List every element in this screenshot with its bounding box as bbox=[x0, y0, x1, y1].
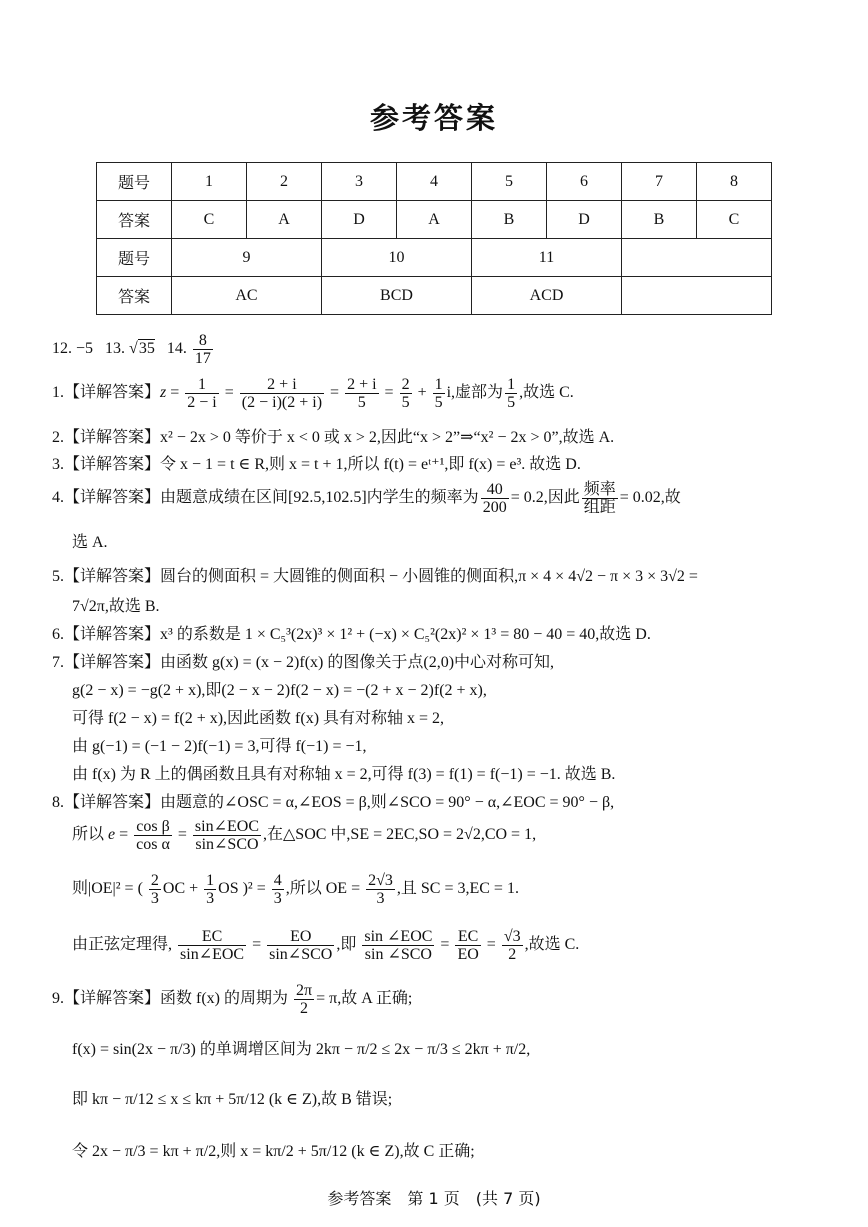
fraction-denominator: 组距 bbox=[583, 499, 616, 516]
q6-text: x³ 的系数是 1 × C₅³(2x)³ × 1² + (−x) × C₅²(2x)² × 1³ = 80 − 40 = 40,故选 D. bbox=[160, 626, 651, 643]
row-label: 答案 bbox=[97, 201, 172, 239]
question-number: 7. bbox=[52, 654, 64, 671]
table-cell-empty bbox=[622, 277, 772, 315]
q14-answer bbox=[193, 332, 213, 367]
answer-tag: 【详解答案】 bbox=[64, 456, 161, 473]
q8-text: 所以 bbox=[72, 826, 105, 844]
q8-line: 则|OE|² = ( $\frac{2}{3}$ OC + $\frac{1}{3}$ OS )² = $\frac{4}{3}$ ,所以 OE = $\frac{2√3}{3}$ ,且 SC = 3,EC = 1. bbox=[72, 872, 519, 907]
answer-tag: 【详解答案】 bbox=[64, 654, 161, 671]
solution-q2 bbox=[52, 424, 614, 447]
page-title: 参考答案 bbox=[369, 101, 498, 135]
q8-text: 由正弦定理得, bbox=[72, 936, 173, 954]
q8-line: 由正弦定理得, $\frac{EC}{\text{sin∠EOC}}$ = $\frac{EO}{\text{sin∠SCO}}$ ,即 $\frac{\text{sin ∠EOC}}{\text{sin ∠SCO}}$ = $\frac{EC}{EO}$ = $\frac{√3}{2}$ ,故选 C. bbox=[72, 928, 580, 963]
table-cell: 3 bbox=[322, 163, 397, 201]
q8-text: ,在△SOC 中,SE = 2EC,SO = 2√2,CO = 1, bbox=[262, 826, 537, 844]
q9-text: f(x) = sin(2x − π/3) 的单调增区间为 bbox=[72, 1041, 312, 1058]
table-row bbox=[97, 201, 772, 239]
answer-table bbox=[96, 162, 772, 315]
q5-text: 圆台的侧面积 = 大圆锥的侧面积 − 小圆锥的侧面积,π × 4 × 4√2 − π × 3 × 3√2 = bbox=[160, 568, 698, 585]
q9-line: 令 2x − π/3 = kπ + π/2,则 x = kπ/2 + 5π/12 (k ∈ Z),故 C 正确; bbox=[72, 1143, 475, 1160]
q9-text: 2kπ − π/2 ≤ 2x − π/3 ≤ 2kπ + π/2, bbox=[315, 1041, 531, 1058]
solution-q3 bbox=[52, 451, 581, 474]
table-cell-empty bbox=[622, 239, 772, 277]
table-cell: 7 bbox=[622, 163, 697, 201]
question-number: 2. bbox=[52, 429, 64, 446]
q7-line: 可得 f(2 − x) = f(2 + x),因此函数 f(x) 具有对称轴 x = 2, bbox=[72, 710, 445, 727]
table-cell: 6 bbox=[547, 163, 622, 201]
row-label: 题号 bbox=[97, 163, 172, 201]
q7-text: 由函数 g(x) = (x − 2)f(x) 的图像关于点(2,0)中心对称可知, bbox=[160, 654, 555, 671]
fraction-denominator: 17 bbox=[194, 350, 211, 367]
q9-text: 函数 f(x) 的周期为 bbox=[160, 990, 289, 1008]
q1-text: ,虚部为 bbox=[451, 384, 504, 402]
row-label: 答案 bbox=[97, 277, 172, 315]
q9-text: = π,故 A 正确; bbox=[316, 990, 413, 1008]
table-cell: 11 bbox=[472, 239, 622, 277]
page-footer: 参考答案 第 1 页 (共 7 页) bbox=[327, 1189, 541, 1208]
table-row bbox=[97, 239, 772, 277]
answer-tag: 【详解答案】 bbox=[64, 568, 161, 585]
q8-line: 所以 e = $\frac{\text{cos β}}{\text{cos α}}$ = $\frac{\text{sin∠EOC}}{\text{sin∠SCO}}$ ,在△SOC 中,SE = 2EC,SO = 2√2,CO = 1, bbox=[72, 818, 537, 853]
fraction-numerator: 8 bbox=[193, 332, 213, 350]
solution-q4-continued: 选 A. bbox=[72, 534, 108, 551]
fill-in-answers: 12. −5 13. √35 14. $\frac{8}{17}$ bbox=[52, 332, 211, 367]
question-number: 6. bbox=[52, 626, 64, 643]
table-cell: 2 bbox=[247, 163, 322, 201]
table-cell: D bbox=[547, 201, 622, 239]
question-number: 3. bbox=[52, 456, 64, 473]
table-row bbox=[97, 163, 772, 201]
solution-q6 bbox=[52, 621, 651, 644]
question-number: 9. bbox=[52, 990, 64, 1008]
table-row bbox=[97, 277, 772, 315]
question-number: 1. bbox=[52, 384, 64, 402]
q9-line bbox=[72, 1036, 530, 1059]
solution-q5-continued: 7√2π,故选 B. bbox=[72, 598, 160, 615]
answer-tag: 【详解答案】 bbox=[64, 990, 161, 1008]
solution-q1: 1.【详解答案】z = $\frac{1}{2 - i}$ = $\frac{2 + i}{(2 - i)(2 + i)}$ = $\frac{2 + i}{5}$ = $\frac{2}{5}$ + $\frac{1}{5}$ i,虚部为 $\frac{1}{5}$ ,故选 C. bbox=[52, 376, 574, 411]
q12-number: 12. bbox=[52, 340, 72, 358]
table-cell: BCD bbox=[322, 277, 472, 315]
table-cell: 8 bbox=[697, 163, 772, 201]
table-cell: D bbox=[322, 201, 397, 239]
q4-text: = 0.02,故 bbox=[619, 489, 681, 507]
solution-q9: 9.【详解答案】函数 f(x) 的周期为 $\frac{2\pi}{2}$ = π,故 A 正确; bbox=[52, 982, 413, 1017]
table-cell: A bbox=[247, 201, 322, 239]
fraction-numerator: 频率 bbox=[583, 481, 616, 498]
q7-line: 由 f(x) 为 R 上的偶函数且具有对称轴 x = 2,可得 f(3) = f(1) = f(−1) = −1. 故选 B. bbox=[72, 766, 616, 783]
q12-answer: −5 bbox=[76, 340, 94, 358]
q2-text: x² − 2x > 0 等价于 x < 0 或 x > 2,因此“x > 2”⇒“x² − 2x > 0”,故选 A. bbox=[160, 429, 615, 446]
q13-number: 13. bbox=[105, 340, 126, 358]
table-cell: 1 bbox=[172, 163, 247, 201]
answer-tag: 【详解答案】 bbox=[64, 794, 161, 811]
table-cell: 5 bbox=[472, 163, 547, 201]
q1-conclusion: ,故选 C. bbox=[519, 384, 574, 402]
table-cell: A bbox=[397, 201, 472, 239]
q13-answer: 35 bbox=[138, 340, 155, 358]
table-cell: ACD bbox=[472, 277, 622, 315]
q8-text: ,即 bbox=[336, 936, 357, 954]
solution-q8 bbox=[52, 789, 614, 812]
q7-line: g(2 − x) = −g(2 + x),即(2 − x − 2)f(2 − x) = −(2 + x − 2)f(2 + x), bbox=[72, 682, 487, 699]
table-cell: 10 bbox=[322, 239, 472, 277]
answer-tag: 【详解答案】 bbox=[64, 626, 161, 643]
solution-q7 bbox=[52, 649, 554, 672]
answer-tag: 【详解答案】 bbox=[64, 429, 161, 446]
q8-text: ,故选 C. bbox=[524, 936, 580, 954]
table-cell: 9 bbox=[172, 239, 322, 277]
table-cell: AC bbox=[172, 277, 322, 315]
solution-q5 bbox=[52, 563, 698, 586]
answer-tag: 【详解答案】 bbox=[64, 384, 161, 402]
question-number: 8. bbox=[52, 794, 64, 811]
q3-text: 令 x − 1 = t ∈ R,则 x = t + 1,所以 f(t) = eᵗ⁺¹,即 f(x) = e³. 故选 D. bbox=[160, 456, 581, 473]
table-cell: B bbox=[472, 201, 547, 239]
table-cell: B bbox=[622, 201, 697, 239]
q9-line: 即 kπ − π/12 ≤ x ≤ kπ + 5π/12 (k ∈ Z),故 B 错误; bbox=[72, 1091, 393, 1108]
q4-text: 由题意成绩在区间[92.5,102.5]内学生的频率为 bbox=[160, 489, 479, 507]
q8-text: ,所以 OE = bbox=[285, 880, 361, 898]
q7-line: 由 g(−1) = (−1 − 2)f(−1) = 3,可得 f(−1) = −1, bbox=[72, 738, 367, 755]
question-number: 5. bbox=[52, 568, 64, 585]
q8-text: 由题意的∠OSC = α,∠EOS = β,则∠SCO = 90° − α,∠EOC = 90° − β, bbox=[160, 794, 615, 811]
table-cell: C bbox=[172, 201, 247, 239]
q14-number: 14. bbox=[166, 340, 187, 358]
question-number: 4. bbox=[52, 489, 64, 507]
row-label: 题号 bbox=[97, 239, 172, 277]
solution-q4: 4.【详解答案】由题意成绩在区间[92.5,102.5]内学生的频率为 $\frac{40}{200}$ = 0.2,因此 $\frac{\text{频率}}{\text{组距}}$ = 0.02,故 bbox=[52, 481, 681, 516]
table-cell: 4 bbox=[397, 163, 472, 201]
q4-text: = 0.2,因此 bbox=[510, 489, 580, 507]
answer-tag: 【详解答案】 bbox=[64, 489, 161, 507]
q8-text: ,且 SC = 3,EC = 1. bbox=[396, 880, 519, 898]
q8-text: 则|OE|² = bbox=[72, 880, 134, 898]
table-cell: C bbox=[697, 201, 772, 239]
